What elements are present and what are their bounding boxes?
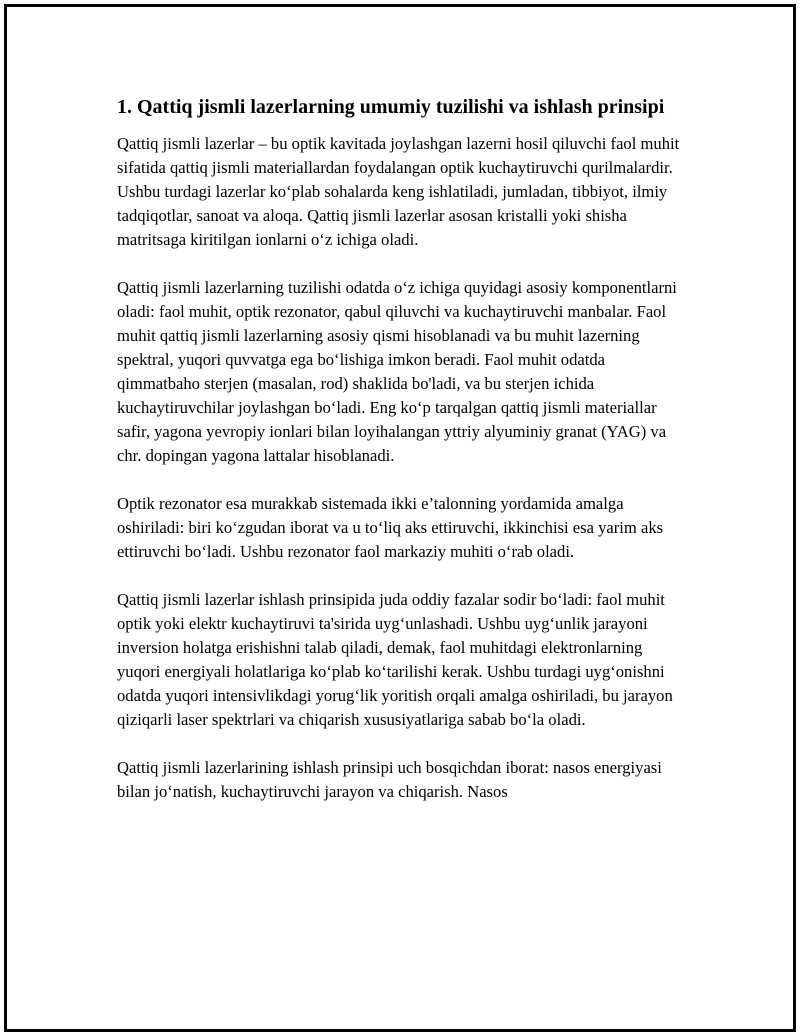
document-body xyxy=(117,94,687,828)
paragraph-5: Qattiq jismli lazerlarining ishlash prinsipi uch bosqichdan iborat: nasos energiyasi bilan jo‘natish, kuchaytiruvchi jarayon va chiqarish. Nasos xyxy=(117,758,662,801)
paragraph-3: Optik rezonator esa murakkab sistemada ikki e’talonning yordamida amalga oshiriladi: biri ko‘zgudan iborat va u to‘liq aks ettiruvchi, ikkinchisi esa yarim aks ettiruvchi bo‘ladi. Ushbu rezonator faol markaziy muhiti o‘rab oladi. xyxy=(117,494,664,561)
paragraph-2: Qattiq jismli lazerlarning tuzilishi odatda o‘z ichiga quyidagi asosiy komponentlarni oladi: faol muhit, optik rezonator, qabul qiluvchi va kuchaytiruvchi manbalar. Faol muhit qattiq jismli lazerlarning asosiy qismi hisoblanadi va bu muhit lazerning spektral, yuqori quvvatga ega bo‘lishiga imkon beradi. Faol muhit odatda qimmatbaho sterjen (masalan, rod) shaklida bo'ladi, va bu sterjen ichida kuchaytiruvchilar joylashgan bo‘ladi. Eng ko‘p tarqalgan qattiq jismli materiallar safir, yagona yevropiy ionlari bilan loyihalangan yttriy alyuminiy granat (YAG) va chr. dopingan yagona lattalar hisoblanadi. xyxy=(117,278,677,465)
section-heading: 1. Qattiq jismli lazerlarning umumiy tuzilishi va ishlash prinsipi xyxy=(117,96,665,118)
paragraph-4: Qattiq jismli lazerlar ishlash prinsipida juda oddiy fazalar sodir bo‘ladi: faol muhit optik yoki elektr kuchaytiruvi ta'sirida uyg‘unlashadi. Ushbu uyg‘unlik jarayoni inversion holatga erishishni talab qiladi, demak, faol muhitdagi elektronlarning yuqori energiyali holatlariga ko‘plab ko‘tarilishi kerak. Ushbu turdagi uyg‘onishni odatda yuqori intensivlikdagi yorug‘lik yoritish orqali amalga oshiriladi, bu jarayon qiziqarli laser spektrlari va chiqarish xususiyatlariga sabab bo‘la oladi. xyxy=(117,590,673,729)
paragraph-1: Qattiq jismli lazerlar – bu optik kavitada joylashgan lazerni hosil qiluvchi faol muhit sifatida qattiq jismli materiallardan foydalangan optik kuchaytiruvchi qurilmalardir. Ushbu turdagi lazerlar ko‘plab sohalarda keng ishlatiladi, jumladan, tibbiyot, ilmiy tadqiqotlar, sanoat va aloqa. Qattiq jismli lazerlar asosan kristalli yoki shisha matritsaga kiritilgan ionlarni o‘z ichiga oladi. xyxy=(117,134,680,249)
